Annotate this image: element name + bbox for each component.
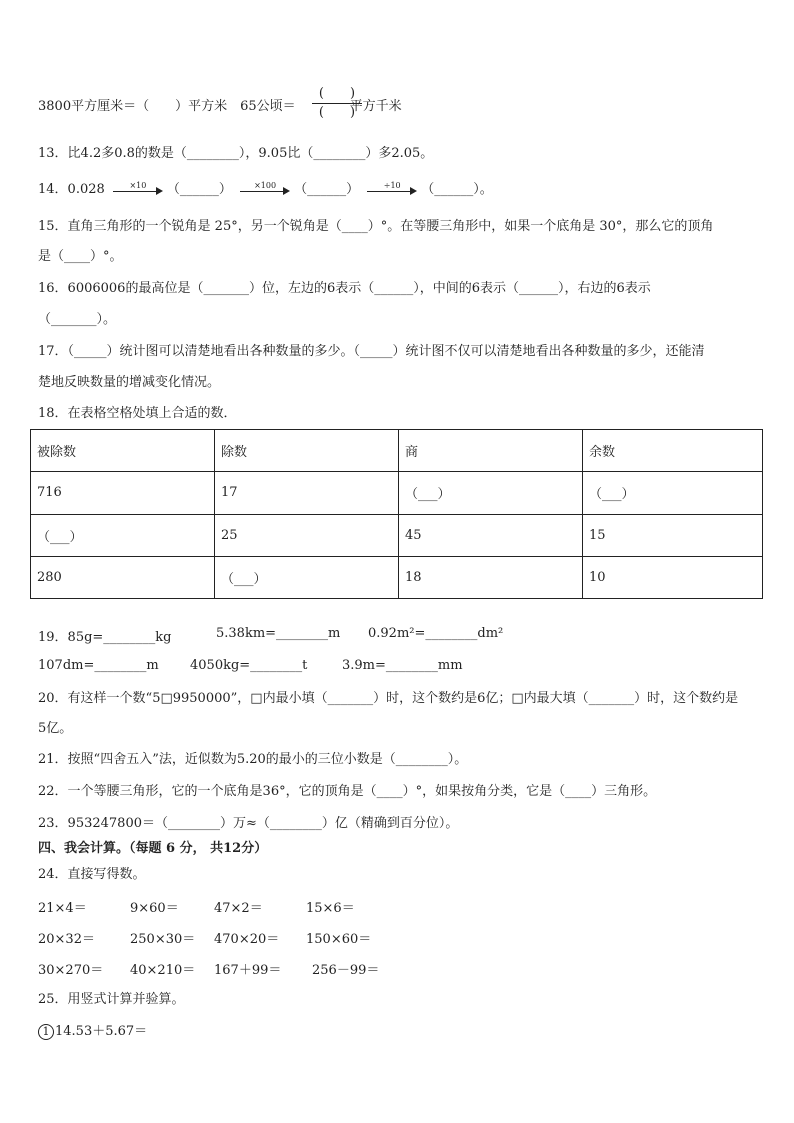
calc-item: 167＋99＝: [214, 963, 282, 978]
q17-line1: 17．（_____）统计图可以清楚地看出各种数量的多少。（_____）统计图不仅可以清楚地看出各种数量的多少，还能清: [38, 344, 705, 359]
q14: [38, 181, 493, 199]
arrow-label: ×10: [129, 180, 147, 190]
table-header: 余数: [583, 430, 763, 472]
division-table: [30, 429, 763, 599]
q24-title: 24．直接写得数。: [38, 867, 146, 882]
arrow-label: ×100: [254, 180, 277, 190]
arrow-icon: [113, 180, 163, 197]
q15-line1: 15．直角三角形的一个锐角是 25°，另一个锐角是（____）°。在等腰三角形中，如果一个底角是 30°，那么它的顶角: [38, 219, 714, 234]
q17-line2: 楚地反映数量的增减变化情况。: [38, 375, 221, 390]
table-cell: 716: [31, 472, 215, 514]
q14-blank-3[interactable]: （______）。: [421, 182, 493, 197]
calc-item: 21×4＝: [38, 901, 87, 916]
q12-denominator[interactable]: ( ): [318, 105, 356, 120]
table-row: [31, 556, 763, 598]
table-row: [31, 472, 763, 514]
calc-item: 470×20＝: [214, 932, 280, 947]
calc-item: 40×210＝: [130, 963, 196, 978]
table-cell: 18: [399, 556, 583, 598]
q22: 22．一个等腰三角形，它的一个底角是36°，它的顶角是（____）°，如果按角分类，它是（____）三角形。: [38, 784, 657, 799]
calc-item: 47×2＝: [214, 901, 263, 916]
q14-blank-1[interactable]: （______）: [166, 182, 232, 197]
arrow-icon: [367, 180, 417, 197]
q25-item-1: [38, 1023, 147, 1041]
q20-line2: 5亿。: [38, 721, 73, 736]
table-cell: 10: [583, 556, 763, 598]
q19-item: 107dm=________m: [38, 658, 159, 673]
q19-item: 5.38km=________m: [216, 626, 341, 641]
table-header: 被除数: [31, 430, 215, 472]
q12-numerator[interactable]: ( ): [318, 86, 356, 101]
table-blank[interactable]: （___）: [399, 472, 583, 514]
q16-line1: 16．6006006的最高位是（_______）位，左边的6表示（______），中间的6表示（______），右边的6表示: [38, 281, 651, 296]
section-heading: 四、我会计算。（每题 6 分， 共12分）: [38, 841, 268, 856]
calc-item: 20×32＝: [38, 932, 95, 947]
circled-number-icon: 1: [38, 1024, 54, 1040]
table-cell: 17: [215, 472, 399, 514]
q13: 13．比4.2多0.8的数是（________），9.05比（________）多2.05。: [38, 146, 434, 161]
q16-line2: （_______）。: [38, 312, 117, 327]
table-cell: 25: [215, 514, 399, 556]
table-cell: 15: [583, 514, 763, 556]
table-blank[interactable]: （___）: [583, 472, 763, 514]
calc-item: 150×60＝: [306, 932, 372, 947]
table-cell: 45: [399, 514, 583, 556]
q25-title: 25．用竖式计算并验算。: [38, 992, 185, 1007]
q15-line2: 是（____）°。: [38, 249, 123, 264]
table-blank[interactable]: （___）: [31, 514, 215, 556]
q12-part2: 平方千米: [349, 99, 402, 114]
table-header-row: [31, 430, 763, 472]
arrow-icon: [240, 180, 290, 197]
q19-item: 4050kg=________t: [190, 658, 308, 673]
q14-blank-2[interactable]: （______）: [294, 182, 360, 197]
table-blank[interactable]: （___）: [215, 556, 399, 598]
q20-line1: 20．有这样一个数“5□9950000”，□内最小填（_______）时，这个数约是6亿；□内最大填（_______）时，这个数约是: [38, 691, 739, 706]
calc-item: 30×270＝: [38, 963, 104, 978]
q19-item: 19．85g=________kg: [38, 630, 172, 645]
q12-fraction: [312, 86, 362, 121]
q19-item: 3.9m=________mm: [342, 658, 463, 673]
q23: 23．953247800＝（________）万≈（________）亿（精确到百分位）。: [38, 816, 459, 831]
q14-start: 14．0.028: [38, 182, 105, 197]
calc-item: 250×30＝: [130, 932, 196, 947]
q25-expression: 14.53＋5.67＝: [55, 1024, 148, 1039]
fraction-bar: [312, 103, 362, 104]
calc-item: 15×6＝: [306, 901, 355, 916]
table-header: 商: [399, 430, 583, 472]
calc-item: 9×60＝: [130, 901, 179, 916]
arrow-label: ÷10: [383, 180, 401, 190]
table-header: 除数: [215, 430, 399, 472]
q21: 21．按照“四舍五入”法，近似数为5.20的最小的三位小数是（________）。: [38, 752, 468, 767]
calc-item: 256－99＝: [312, 963, 380, 978]
q18-title: 18．在表格空格处填上合适的数．: [38, 406, 237, 421]
table-cell: 280: [31, 556, 215, 598]
table-row: [31, 514, 763, 556]
q19-item: 0.92m²=________dm²: [368, 626, 504, 641]
q12-part1: 3800平方厘米＝（ ）平方米 65公顷＝: [38, 99, 296, 114]
